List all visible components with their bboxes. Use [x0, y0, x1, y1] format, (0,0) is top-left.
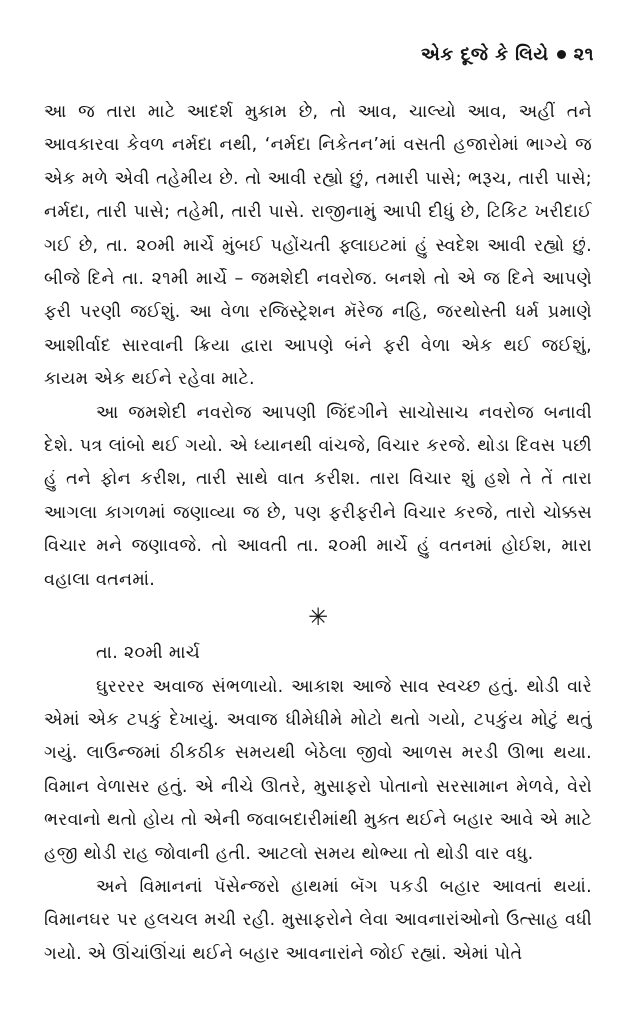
paragraph-3: ઘુરરરર અવાજ સંભળાયો. આકાશ આજે સાવ સ્વચ્છ હતું. થોડી વારે એમાં એક ટપકું દેખાયું. અવાજ ધીમેધીમે મોટો થતો ગયો, ટપકુંય મોટું થતું ગયું. લાઉન્જમાં ઠીકઠીક સમયથી બેઠેલા જીવો આળસ મરડી ઊભા થયા. વિમાન વેળાસર હતું. એ નીચે ઊતરે, મુસાફરો પોતાનો સરસામાન મેળવે, વેરો ભરવાનો થતો હોય તો એની જવાબદારીમાંથી મુક્ત થઈને બહાર આવે એ માટે હજી થોડી રાહ જોવાની હતી. આટલો સમય થોભ્યા તો થોડી વાર વધુ. [44, 676, 592, 864]
paragraph-1: આ જ તારા માટે આદર્શ મુકામ છે, તો આવ, ચાલ્યો આવ, અહીં તને આવકારવા કેવળ નર્મદા નથી, ‘નર્મદા નિકેતન’માં વસતી હજારોમાં ભાગ્યે જ એક મળે એવી તહેમીય છે. તો આવી રહ્યો છું, તમારી પાસે; ભરૂચ, તારી પાસે; નર્મદા, તારી પાસે; તહેમી, તારી પાસે. રાજીનામું આપી દીધું છે, ટિકિટ ખરીદાઈ ગઈ છે, તા. ૨૦મી માર્ચે મુંબઈ પહોંચતી ફ્લાઇટમાં હું સ્વદેશ આવી રહ્યો છું. બીજે દિને તા. ૨૧મી માર્ચે – જમશેદી નવરોજ. બનશે તો એ જ દિને આપણે ફરી પરણી જઈશું. આ વેળા રજિસ્ટ્રેશન મૅરેજ નહિ, જરથોસ્તી ધર્મ પ્રમાણે આશીર્વાદ સારવાની ક્રિયા દ્વારા આપણે બંને ફરી વેળા એક થઈ જઈશું, કાયમ એક થઈને રહેવા માટે. [44, 102, 592, 390]
section-separator-icon: ✳ [307, 603, 329, 632]
paragraph-2: આ જમશેદી નવરોજ આપણી જિંદગીને સાચોસાચ નવરોજ બનાવી દેશે. પત્ર લાંબો થઈ ગયો. એ ધ્યાનથી વાંચજે, વિચાર કરજે. થોડા દિવસ પછી હું તને ફોન કરીશ, તારી સાથે વાત કરીશ. તારા વિચાર શું હશે તે તેં તારા આગલા કાગળમાં જણાવ્યા જ છે, પણ ફરીફરીને વિચાર કરજે, તારો ચોક્કસ વિચાર મને જણાવજે. તો આવતી તા. ૨૦મી માર્ચે હું વતનમાં હોઈશ, મારા વહાલા વતનમાં. [44, 402, 592, 590]
page-number: ૨૧ [573, 44, 594, 65]
running-header [421, 44, 594, 65]
running-title: એક દૂજે કે લિયે [420, 44, 549, 65]
body-text [44, 96, 592, 971]
header-bullet-icon [557, 50, 566, 59]
paragraph-4: અને વિમાનનાં પૅસેન્જરો હાથમાં બૅગ પકડી બહાર આવતાં થયાં. વિમાનઘર પર હલચલ મચી રહી. મુસાફરોને લેવા આવનારાંઓનો ઉત્સાહ વધી ગયો. એ ઊંચાંઊંચાં થઈને બહાર આવનારાંને જોઈ રહ્યાં. એમાં પોતે [44, 876, 592, 964]
section-date-heading: તા. ૨૦મી માર્ચ [96, 643, 201, 664]
